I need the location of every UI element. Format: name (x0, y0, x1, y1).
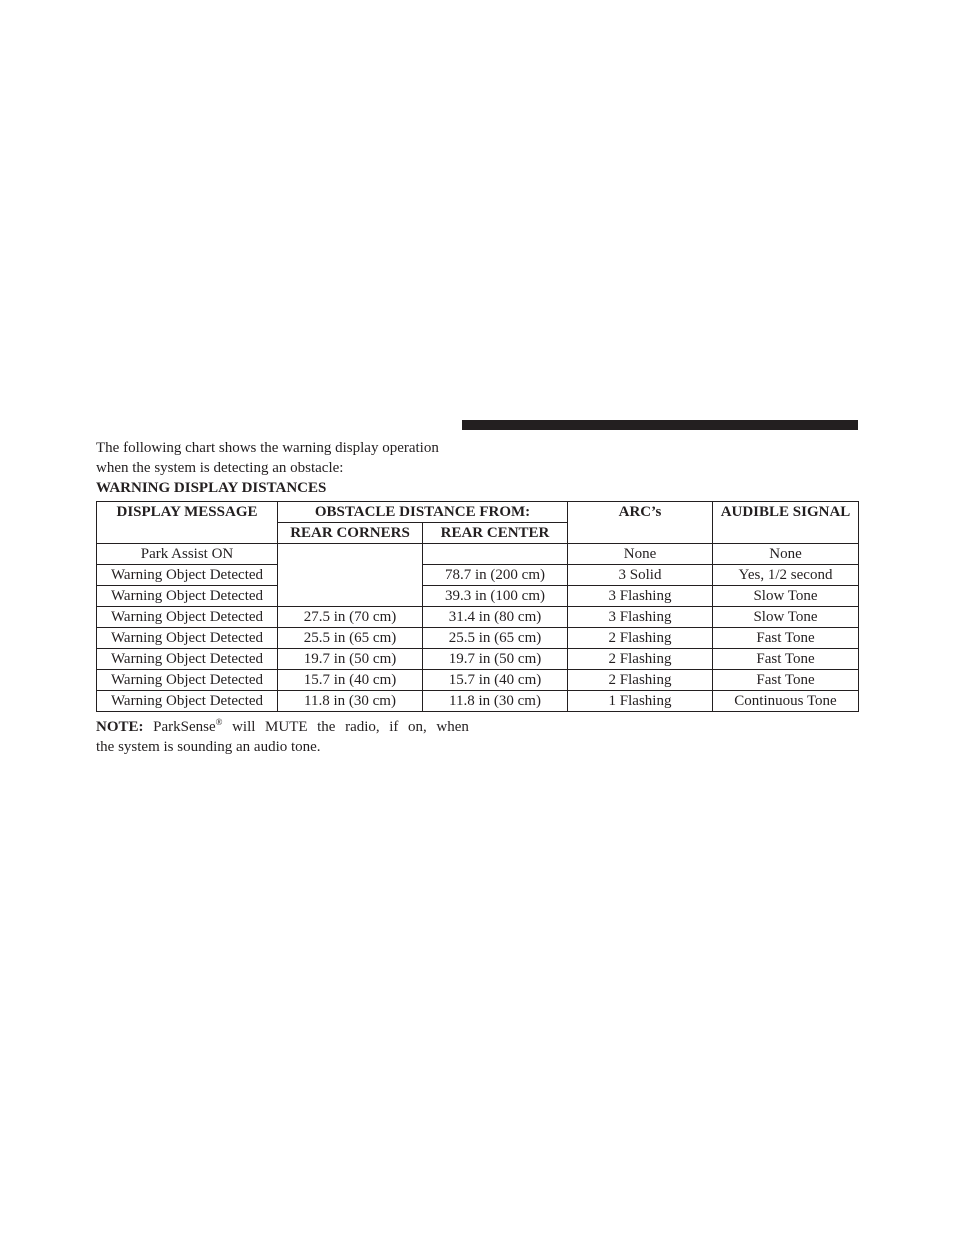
header-audible-signal: AUDIBLE SIGNAL (713, 502, 859, 544)
cell-message: Warning Object Detected (97, 607, 278, 628)
note-label: NOTE: (96, 719, 144, 735)
cell-center: 31.4 in (80 cm) (423, 607, 568, 628)
header-obstacle-distance: OBSTACLE DISTANCE FROM: (278, 502, 568, 523)
cell-arcs: 2 Flashing (568, 670, 713, 691)
table-title: WARNING DISPLAY DISTANCES (96, 480, 327, 496)
cell-center: 11.8 in (30 cm) (423, 691, 568, 712)
table-row (97, 607, 859, 628)
brand-name: ParkSense (153, 719, 216, 735)
note-brand (153, 717, 222, 737)
cell-corners: 19.7 in (50 cm) (278, 649, 423, 670)
cell-signal: Fast Tone (713, 670, 859, 691)
cell-arcs: 3 Flashing (568, 586, 713, 607)
note-word: when (436, 719, 469, 735)
cell-arcs: 2 Flashing (568, 628, 713, 649)
cell-message: Warning Object Detected (97, 691, 278, 712)
header-row-1 (97, 502, 859, 523)
cell-arcs: None (568, 544, 713, 565)
table-row (97, 670, 859, 691)
cell-message: Park Assist ON (97, 544, 278, 565)
registered-mark: ® (215, 717, 223, 727)
note-word: MUTE (265, 719, 308, 735)
cell-corners: 27.5 in (70 cm) (278, 607, 423, 628)
cell-arcs: 3 Solid (568, 565, 713, 586)
cell-center: 78.7 in (200 cm) (423, 565, 568, 586)
table-row (97, 691, 859, 712)
cell-signal: Yes, 1/2 second (713, 565, 859, 586)
note-word: will (232, 719, 256, 735)
note-word: radio, (345, 719, 380, 735)
note-word: if (389, 719, 399, 735)
cell-center: 25.5 in (65 cm) (423, 628, 568, 649)
cell-center: 19.7 in (50 cm) (423, 649, 568, 670)
cell-corners: 11.8 in (30 cm) (278, 691, 423, 712)
cell-signal: Slow Tone (713, 586, 859, 607)
note-word: the (317, 719, 336, 735)
cell-center (423, 544, 568, 565)
cell-message: Warning Object Detected (97, 670, 278, 691)
cell-center: 39.3 in (100 cm) (423, 586, 568, 607)
intro-line-2: when the system is detecting an obstacle: (96, 460, 344, 476)
table-row (97, 586, 859, 607)
cell-corners (278, 586, 423, 607)
note-paragraph (96, 717, 469, 757)
cell-signal: Fast Tone (713, 628, 859, 649)
cell-signal: None (713, 544, 859, 565)
cell-corners: 25.5 in (65 cm) (278, 628, 423, 649)
cell-arcs: 2 Flashing (568, 649, 713, 670)
header-rear-corners: REAR CORNERS (278, 523, 423, 544)
header-display-message: DISPLAY MESSAGE (97, 502, 278, 544)
table-row (97, 649, 859, 670)
note-word: on, (408, 719, 427, 735)
cell-center: 15.7 in (40 cm) (423, 670, 568, 691)
section-rule (462, 420, 858, 430)
header-arcs: ARC’s (568, 502, 713, 544)
cell-corners (278, 544, 423, 565)
table-row (97, 565, 859, 586)
note-line-2: the system is sounding an audio tone. (96, 739, 321, 755)
cell-corners: 15.7 in (40 cm) (278, 670, 423, 691)
intro-paragraph (96, 438, 476, 478)
cell-signal: Slow Tone (713, 607, 859, 628)
table-row (97, 628, 859, 649)
cell-signal: Continuous Tone (713, 691, 859, 712)
header-rear-center: REAR CENTER (423, 523, 568, 544)
cell-arcs: 3 Flashing (568, 607, 713, 628)
table-row (97, 544, 859, 565)
cell-signal: Fast Tone (713, 649, 859, 670)
cell-message: Warning Object Detected (97, 586, 278, 607)
cell-corners (278, 565, 423, 586)
note-line-1 (96, 717, 469, 737)
intro-line-1: The following chart shows the warning display operation (96, 440, 439, 456)
cell-message: Warning Object Detected (97, 628, 278, 649)
cell-message: Warning Object Detected (97, 565, 278, 586)
warning-distances-table (96, 501, 859, 712)
cell-arcs: 1 Flashing (568, 691, 713, 712)
cell-message: Warning Object Detected (97, 649, 278, 670)
